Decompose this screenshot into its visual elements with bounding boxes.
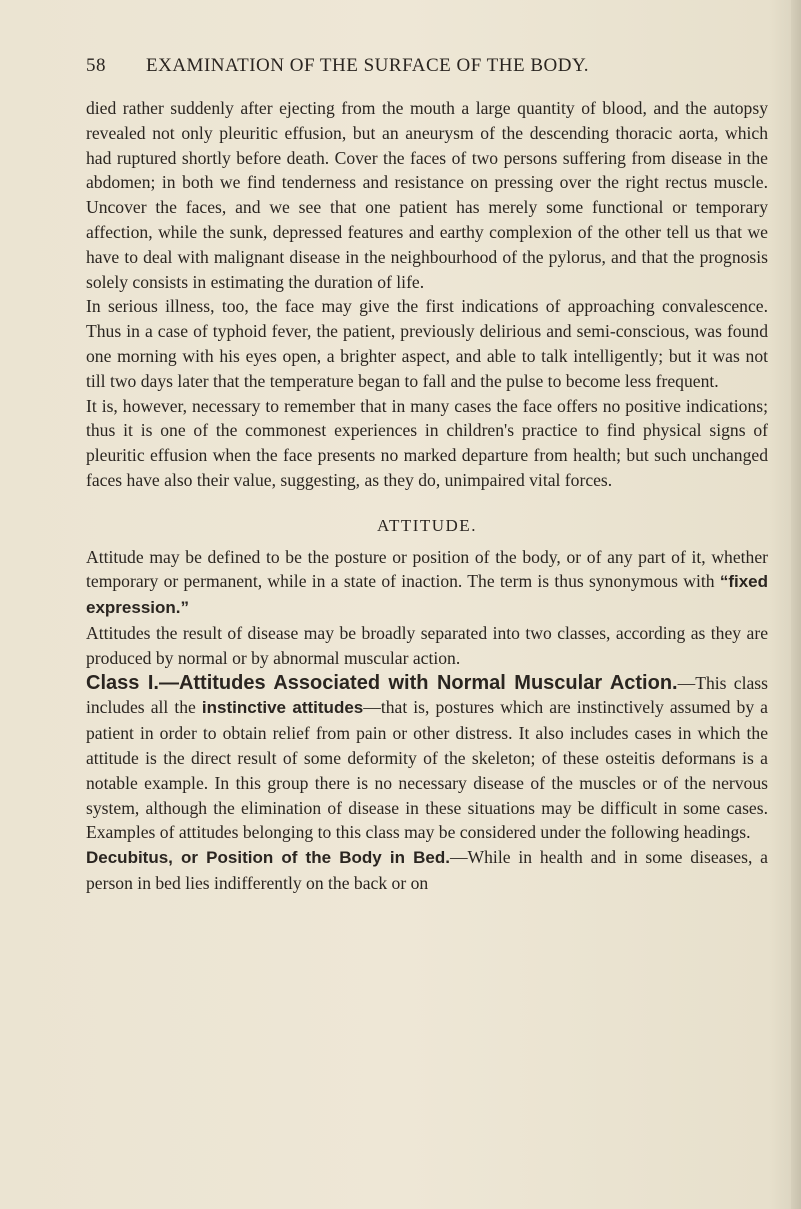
instinctive-attitudes-term: instinctive attitudes bbox=[201, 698, 364, 718]
class-one-text-rest: —that is, postures which are instinctively assumed by a patient in order to obtain relief from pain or other distress. It also includes cases in which the attitude is the direct result of some deformity of the skeleton; of these osteitis deformans is a notable example. In this group there is no necessary disease of the muscles or of the nervous system, although the elimination of disease in these situations may be difficult in some cases. Examples of attitudes belonging to this class may be considered under the following headings. bbox=[86, 697, 768, 843]
running-header bbox=[86, 55, 766, 77]
running-title: EXAMINATION OF THE SURFACE OF THE BODY. bbox=[146, 55, 589, 76]
paragraph-positive-indications: It is, however, necessary to remember that in many cases the face offers no positive indications; thus it is one of the commonest experiences in children's practice to find physical signs of pleuritic effusion when the face presents no marked departure from health; but such unchanged faces have also their value, suggesting, as they do, unimpaired vital forces. bbox=[86, 395, 768, 490]
paragraph-attitude-classes: Attitudes the result of disease may be broadly separated into two classes, according as they are produced by normal or by abnormal muscular action. bbox=[86, 622, 768, 668]
class-one-text-start: —This class includes all the bbox=[86, 672, 768, 718]
attitude-definition-text: Attitude may be defined to be the posture or position of the body, or of any part of it, whether temporary or permanent, while in a state of inaction. The term is thus synonymous with bbox=[86, 546, 768, 592]
page-number: 58 bbox=[86, 55, 106, 76]
section-title: ATTITUDE. bbox=[377, 515, 477, 535]
decubitus-text: —While in health and in some diseases, a person in bed lies indifferently on the back or on bbox=[86, 847, 768, 893]
paragraph-continued: died rather suddenly after ejecting from the mouth a large quantity of blood, and the autopsy revealed not only pleuritic effusion, but an aneurysm of the descending thoracic aorta, which had ruptured shortly before death. Cover the faces of two persons suffering from disease in the abdomen; in both we find tenderness and resistance on pressing over the right rectus muscle. Uncover the faces, and we see that one patient has merely some functional or temporary affection, while the sunk, depressed features and earthy complexion of the other tell us that we have to deal with malignant disease in the neighbourhood of the pylorus, and that the prognosis solely consists in estimating the duration of life. bbox=[86, 98, 768, 292]
paragraph-decubitus bbox=[86, 845, 768, 896]
paragraph-convalescence: In serious illness, too, the face may give the first indications of approaching convalescence. Thus in a case of typhoid fever, the patient, previously delirious and semi-conscious, was found one morning with his eyes open, a brighter aspect, and able to talk intelligently; but it was not till two days later that the temperature began to fall and the pulse to become less frequent. bbox=[86, 296, 768, 391]
paragraph-attitude-definition bbox=[86, 545, 768, 621]
decubitus-heading: Decubitus, or Position of the Body in Bed. bbox=[86, 848, 450, 868]
page-body bbox=[86, 96, 768, 896]
paragraph-class-one bbox=[86, 671, 768, 846]
class-one-heading: Class I.—Attitudes Associated with Normal Muscular Action. bbox=[86, 671, 678, 694]
page-edge-shadow bbox=[791, 0, 801, 1209]
fixed-expression-term: “fixed expression.” bbox=[86, 572, 768, 618]
